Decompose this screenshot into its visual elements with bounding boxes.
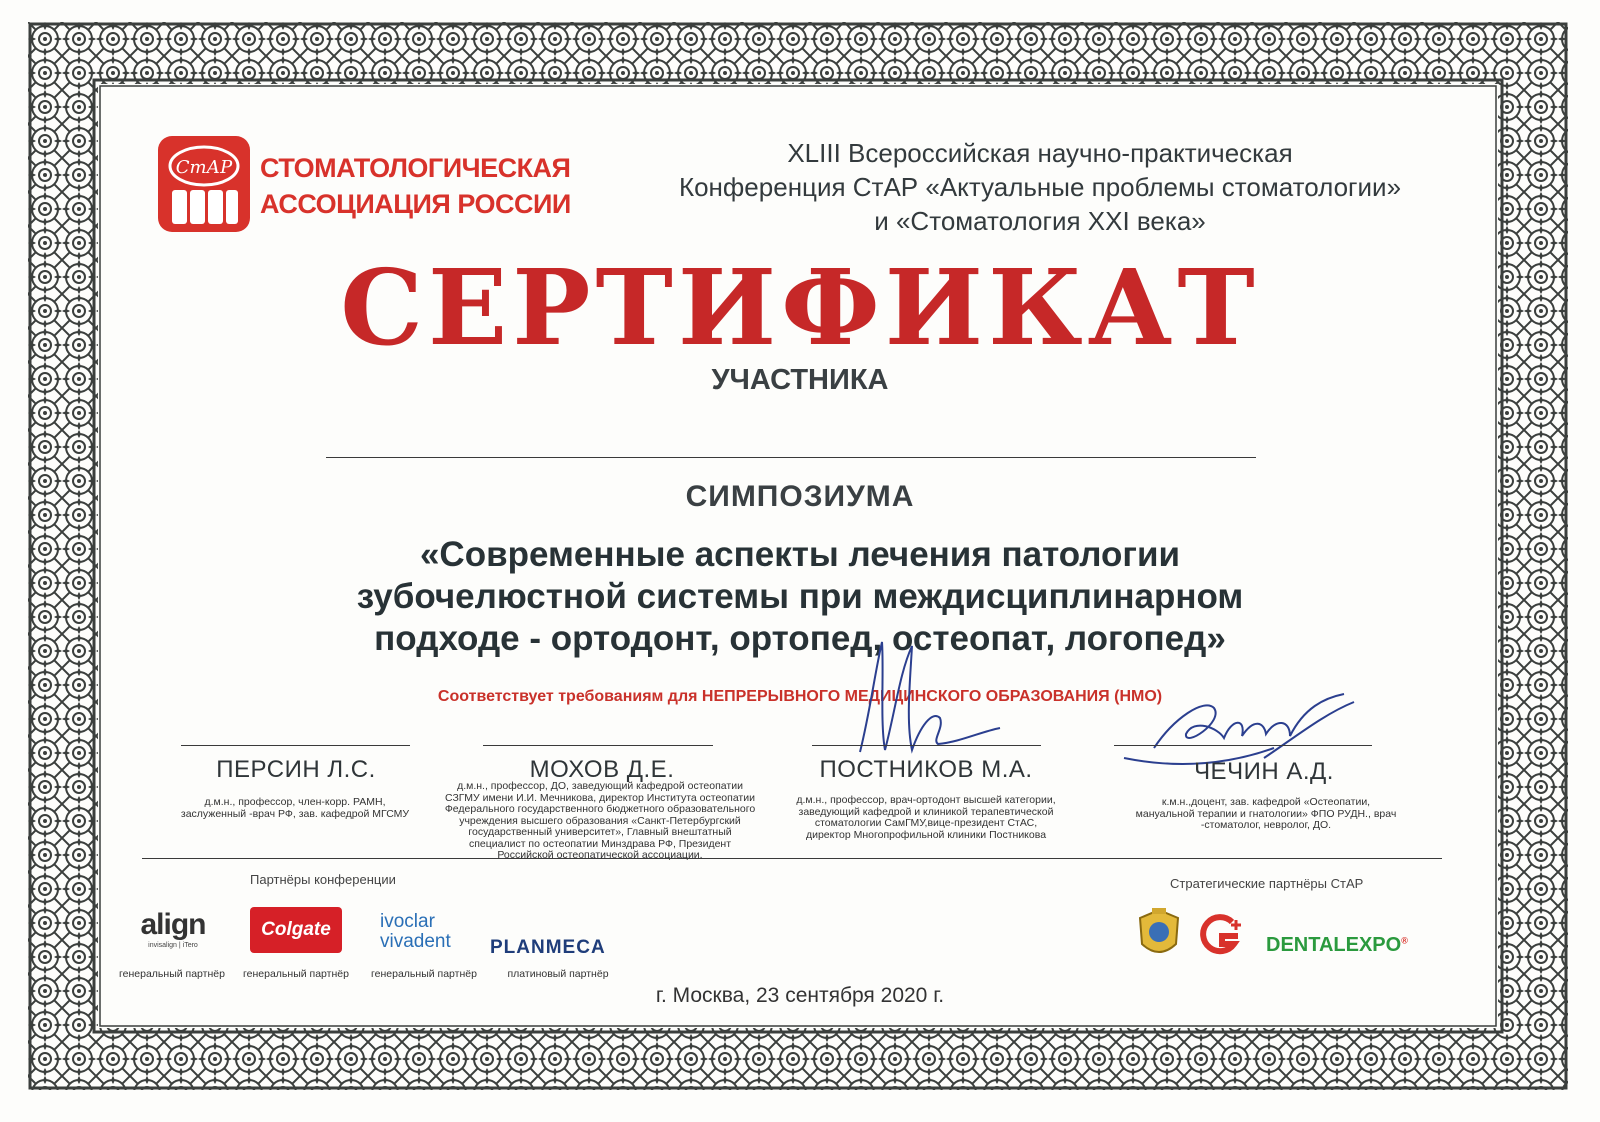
- dentalexpo-logo: [1266, 934, 1408, 957]
- star-logo-mark: [158, 136, 250, 232]
- g-plus-logo-icon: [1198, 914, 1246, 958]
- signature-line-2: [483, 745, 713, 746]
- align-sub: invisalign | iTero: [148, 942, 198, 949]
- partner-caption-planmeca: платиновый партнёр: [507, 968, 609, 980]
- planmeca-logo: PLANMECA: [490, 937, 606, 958]
- conference-line2: Конференция СтАР «Актуальные проблемы стоматологии»: [678, 172, 1402, 202]
- signatory-name-1: ПЕРСИН Л.С.: [216, 756, 376, 783]
- association-line1: СТОМАТОЛОГИЧЕСКАЯ: [260, 153, 571, 183]
- partner-caption-align: генеральный партнёр: [119, 968, 225, 980]
- signature-line-1: [181, 745, 410, 746]
- signature-postnikov: [840, 632, 1010, 762]
- ivoclar-logo: [380, 912, 480, 952]
- partner-caption-colgate: генеральный партнёр: [243, 968, 349, 980]
- signatory-desc-1: д.м.н., профессор, член-корр. РАМН, заслуженный -врач РФ, зав. кафедрой МГСМУ: [180, 796, 410, 820]
- conference-line1: XLIII Всероссийская научно-практическая: [787, 138, 1293, 168]
- ivoclar-wordmark: ivoclar: [380, 911, 435, 932]
- signatory-desc-3: д.м.н., профессор, врач-ортодонт высшей категории, заведующий кафедрой и клиникой терапевтической стоматологии СамГМУ,вице-президент СтАС, директор Многопрофильной клиники Постникова: [796, 794, 1056, 841]
- signatory-desc-4: к.м.н.,доцент, зав. кафедрой «Остеопатии, мануальной терапии и гнатологии» ФПО РУДН., врач -стоматолог, невролог, ДО.: [1135, 796, 1397, 831]
- association-name: [260, 150, 571, 222]
- signatory-name-3: ПОСТНИКОВ М.А.: [819, 756, 1033, 783]
- signature-line-3: [812, 745, 1041, 746]
- align-wordmark: align: [140, 908, 206, 941]
- colgate-wordmark: Colgate: [261, 919, 331, 940]
- topic-line3: подходе - ортодонт, ортопед, остеопат, логопед»: [374, 619, 1226, 658]
- certificate-title: СЕРТИФИКАТ: [340, 246, 1260, 369]
- name-line: [326, 457, 1256, 458]
- colgate-logo: [250, 907, 342, 953]
- place-date: г. Москва, 23 сентября 2020 г.: [655, 984, 945, 1007]
- dentalexpo-wordmark: DENTALEXPO: [1266, 934, 1402, 956]
- certificate-subtitle: УЧАСТНИКА: [711, 364, 889, 396]
- conference-line3: и «Стоматология XXI века»: [874, 206, 1206, 236]
- symposium-label: СИМПОЗИУМА: [685, 480, 915, 513]
- partner-caption-ivoclar: генеральный партнёр: [371, 968, 477, 980]
- symposium-topic: [220, 534, 1380, 660]
- strategic-heading: Стратегические партнёры СтАР: [1170, 876, 1364, 891]
- registered-mark: ®: [1401, 935, 1408, 946]
- partners-divider: [142, 858, 1442, 859]
- signatory-name-4: ЧЕЧИН А.Д.: [1194, 758, 1334, 785]
- vivadent-wordmark: vivadent: [380, 931, 451, 952]
- emblem-icon: [1134, 906, 1184, 962]
- signature-line-4: [1114, 745, 1372, 746]
- topic-line2: зубочелюстной системы при междисциплинарном: [356, 577, 1244, 616]
- logo-mark-text: СтАР: [175, 157, 233, 178]
- partners-heading: Партнёры конференции: [250, 872, 396, 887]
- signatory-desc-2: д.м.н., профессор, ДО, заведующий кафедрой остеопатии СЗГМУ имени И.И. Мечникова, директор Института остеопатии Федерального государственного бюджетного образовательного учреждения высшего образования «Санкт-Петербургский государственный университет», Главный внештатный специалист по остеопатии Минздрава РФ, Президент Российской остеопатической ассоциации.: [444, 780, 756, 861]
- topic-line1: «Современные аспекты лечения патологии: [419, 535, 1181, 574]
- align-logo: [130, 908, 216, 949]
- conference-title: [600, 136, 1480, 238]
- signatory-name-2: МОХОВ Д.Е.: [529, 756, 675, 783]
- nmo-compliance: Соответствует требованиям для НЕПРЕРЫВНОГО МЕДИЦИНСКОГО ОБРАЗОВАНИЯ (НМО): [437, 688, 1163, 705]
- association-line2: АССОЦИАЦИЯ РОССИИ: [260, 189, 571, 219]
